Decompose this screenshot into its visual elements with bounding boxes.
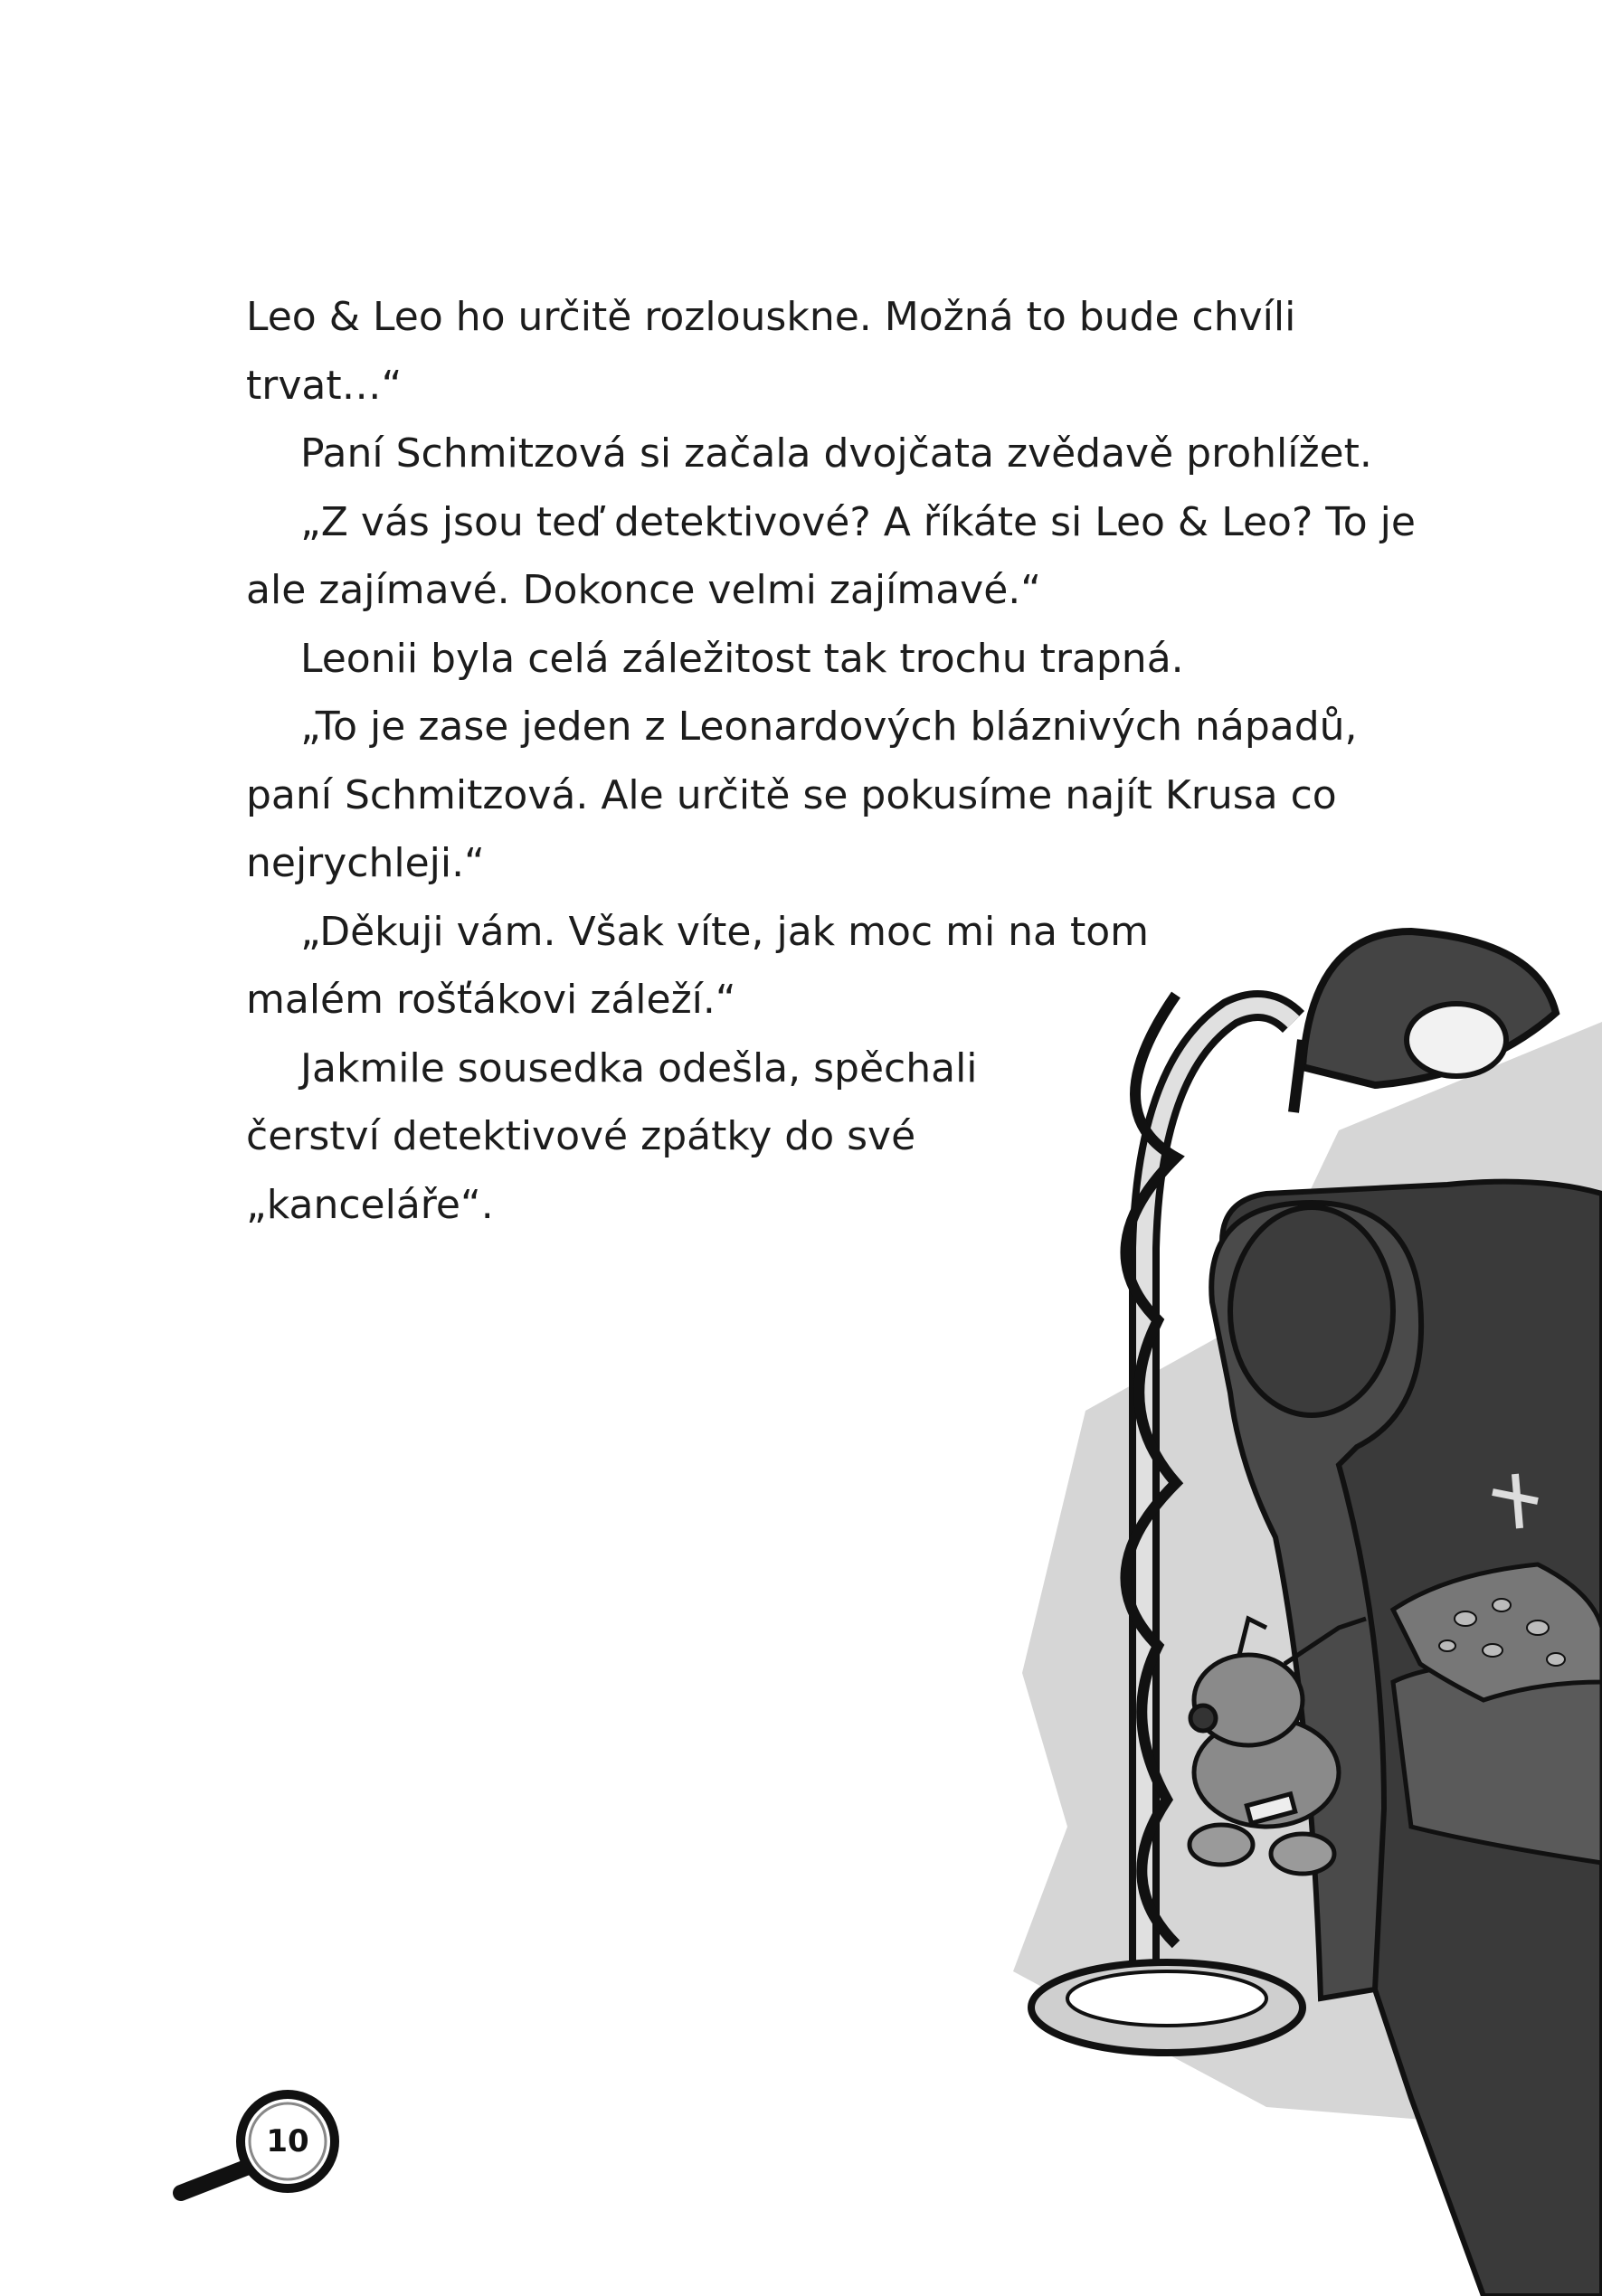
line: paní Schmitzová. Ale určitě se pokusíme najít Krusa co	[246, 771, 1337, 818]
line: Leo & Leo ho určitě rozlouskne. Možná to bude chvíli	[246, 294, 1296, 340]
body-text	[246, 283, 1422, 1239]
line: Leonii byla celá záležitost tak trochu trapná.	[300, 635, 1184, 682]
line: „Z vás jsou teď detektivové? A říkáte si Leo & Leo? To je	[300, 498, 1416, 545]
page-number-badge	[172, 2089, 371, 2234]
line: ale zajímavé. Dokonce velmi zajímavé.“	[246, 567, 1042, 613]
line: malém rošťákovi záleží.“	[246, 977, 736, 1023]
line: nejrychleji.“	[246, 840, 485, 886]
line: „To je zase jeden z Leonardových bláznivých nápadů,	[300, 704, 1358, 750]
line: Paní Schmitzová si začala dvojčata zvědavě prohlížet.	[300, 430, 1372, 477]
line: „Děkuji vám. Však víte, jak moc mi na tom	[300, 908, 1150, 955]
magnifying-glass-icon	[172, 2089, 371, 2234]
line: trvat…“	[246, 362, 403, 409]
line: čerství detektivové zpátky do své	[246, 1113, 916, 1159]
line: Jakmile sousedka odešla, spěchali	[300, 1044, 978, 1091]
line: „kanceláře“.	[246, 1181, 494, 1228]
page-number: 10	[266, 2123, 309, 2159]
